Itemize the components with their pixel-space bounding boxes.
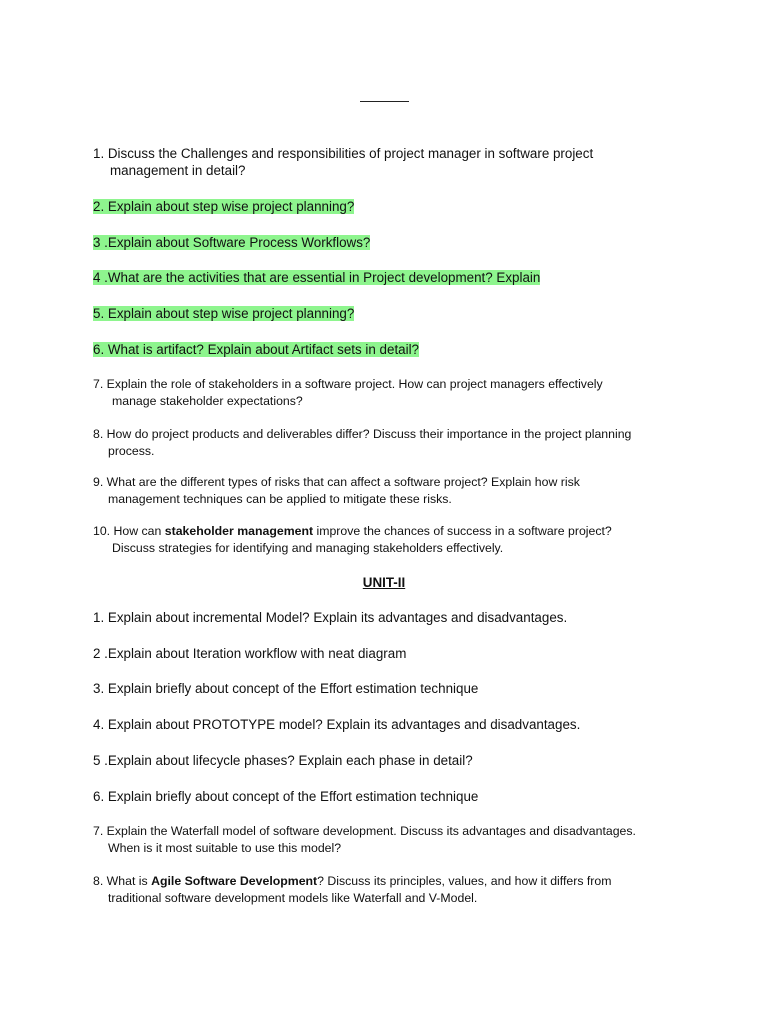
unit2-question-1 <box>93 609 693 626</box>
question-text: 1. Explain about incremental Model? Explain its advantages and disadvantages. <box>93 610 568 625</box>
question-text-start: 10. How can <box>93 524 165 538</box>
question-continuation: traditional software development models like Waterfall and V-Model. <box>108 890 478 905</box>
unit1-question-2 <box>93 198 693 215</box>
question-text: 2 .Explain about Iteration workflow with neat diagram <box>93 646 407 661</box>
question-bold-term: Agile Software Development <box>151 874 318 888</box>
question-text: 5 .Explain about lifecycle phases? Explain each phase in detail? <box>93 753 473 768</box>
highlighted-question-text: 5. Explain about step wise project planning? <box>93 306 355 321</box>
unit1-question-3 <box>93 234 693 251</box>
question-text-end: improve the chances of success in a software project? <box>313 524 612 538</box>
question-text: 7. Explain the role of stakeholders in a software project. How can project managers effectively <box>93 377 603 391</box>
question-continuation: management techniques can be applied to mitigate these risks. <box>108 491 452 506</box>
unit2-question-4 <box>93 716 693 733</box>
unit2-question-7 <box>93 823 693 856</box>
highlighted-question-text: 3 .Explain about Software Process Workflows? <box>93 235 371 250</box>
question-text: 1. Discuss the Challenges and responsibilities of project manager in software project <box>93 146 594 161</box>
question-text: 3. Explain briefly about concept of the Effort estimation technique <box>93 681 479 696</box>
question-continuation: Discuss strategies for identifying and managing stakeholders effectively. <box>112 540 504 555</box>
question-text-end: ? Discuss its principles, values, and how it differs from <box>317 874 612 888</box>
question-text-start: 8. What is <box>93 874 152 888</box>
unit1-question-1 <box>93 145 693 179</box>
unit1-question-9 <box>93 474 693 507</box>
question-text: 4. Explain about PROTOTYPE model? Explain its advantages and disadvantages. <box>93 717 581 732</box>
unit1-question-4 <box>93 269 693 286</box>
unit1-question-6 <box>93 341 693 358</box>
question-continuation: process. <box>108 443 155 458</box>
question-text: 7. Explain the Waterfall model of software development. Discuss its advantages and disadvantages. <box>93 824 636 838</box>
unit2-question-2 <box>93 645 693 662</box>
highlighted-question-text: 6. What is artifact? Explain about Artifact sets in detail? <box>93 342 420 357</box>
question-text: 9. What are the different types of risks that can affect a software project? Explain how risk <box>93 475 580 489</box>
highlighted-question-text: 4 .What are the activities that are essential in Project development? Explain <box>93 270 541 285</box>
unit2-question-5 <box>93 752 693 769</box>
unit-heading: UNIT-II <box>362 575 406 590</box>
question-continuation: manage stakeholder expectations? <box>112 393 303 408</box>
question-continuation: When is it most suitable to use this model? <box>108 840 342 855</box>
unit2-question-6 <box>93 788 693 805</box>
question-text: 6. Explain briefly about concept of the Effort estimation technique <box>93 789 479 804</box>
unit2-question-8 <box>93 873 693 906</box>
question-continuation: management in detail? <box>110 163 246 178</box>
unit2-question-3 <box>93 680 693 697</box>
question-bold-term: stakeholder management <box>164 524 314 538</box>
unit1-question-7 <box>93 376 693 409</box>
question-text: 8. How do project products and deliverables differ? Discuss their importance in the project planning <box>93 427 632 441</box>
highlighted-question-text: 2. Explain about step wise project planning? <box>93 199 355 214</box>
top-rule <box>360 101 409 102</box>
unit1-question-8 <box>93 426 693 459</box>
unit1-question-10 <box>93 523 693 556</box>
unit1-question-5 <box>93 305 693 322</box>
